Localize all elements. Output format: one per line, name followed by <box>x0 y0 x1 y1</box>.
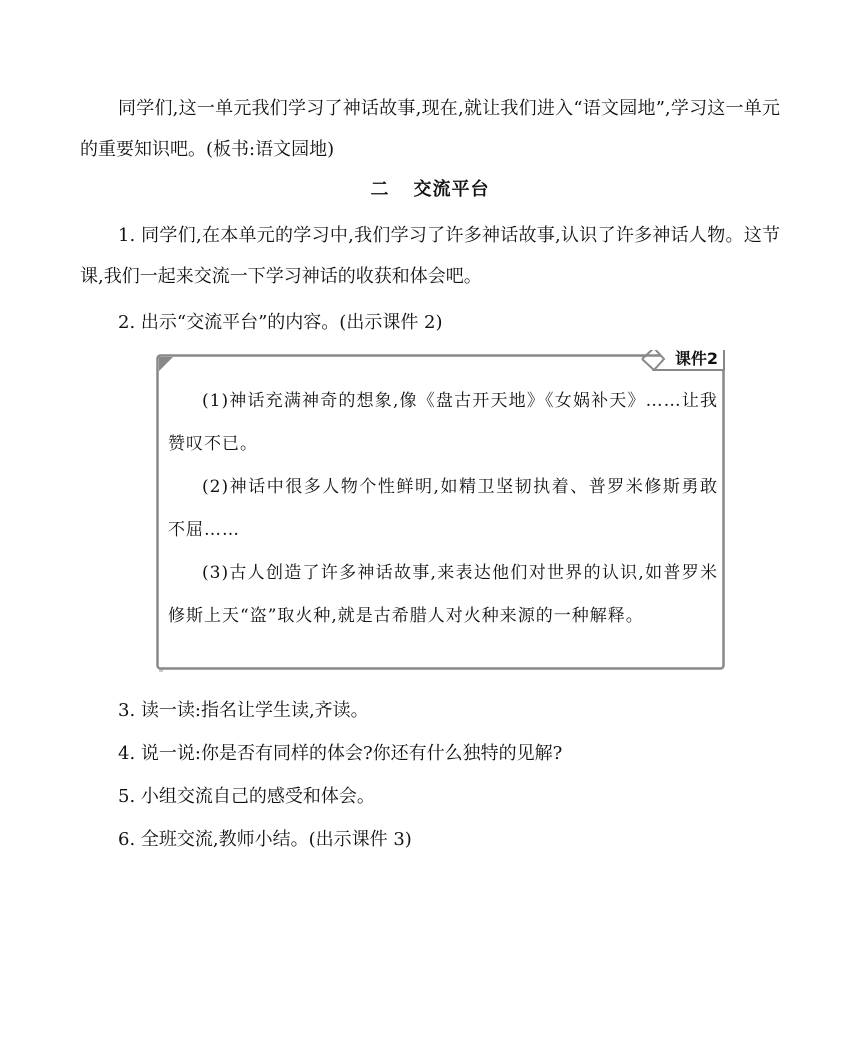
section-heading <box>0 172 860 208</box>
step-6-paragraph: 6. 全班交流,教师小结。(出示课件 3) <box>118 829 412 850</box>
courseware-callout <box>156 350 726 672</box>
step-3-paragraph: 3. 读一读:指名让学生读,齐读。 <box>118 700 369 721</box>
section-title: 交流平台 <box>413 179 490 200</box>
step-4-paragraph: 4. 说一说:你是否有同样的体会?你还有什么独特的见解? <box>118 743 563 764</box>
courseware-item: (3)古人创造了许多神话故事,来表达他们对世界的认识,如普罗米修斯上天“盗”取火种,就是古希腊人对火种来源的一种解释。 <box>168 563 718 626</box>
intro-paragraph: 同学们,这一单元我们学习了神话故事,现在,就让我们进入“语文园地”,学习这一单元的重要知识吧。(板书:语文园地) <box>80 98 780 160</box>
courseware-badge: 课件2 <box>674 349 718 368</box>
step-5-paragraph: 5. 小组交流自己的感受和体会。 <box>118 786 375 807</box>
section-number: 二 <box>370 179 390 200</box>
courseware-item: (2)神话中很多人物个性鲜明,如精卫坚韧执着、普罗米修斯勇敢不屈…… <box>168 477 718 540</box>
step-1-paragraph: 1. 同学们,在本单元的学习中,我们学习了许多神话故事,认识了许多神话人物。这节课,我们一起来交流一下学习神话的收获和体会吧。 <box>80 225 780 287</box>
step-2-paragraph: 2. 出示“交流平台”的内容。(出示课件 2) <box>118 312 443 333</box>
courseware-content <box>168 380 718 638</box>
courseware-item: (1)神话充满神奇的想象,像《盘古开天地》《女娲补天》……让我赞叹不已。 <box>168 391 718 454</box>
